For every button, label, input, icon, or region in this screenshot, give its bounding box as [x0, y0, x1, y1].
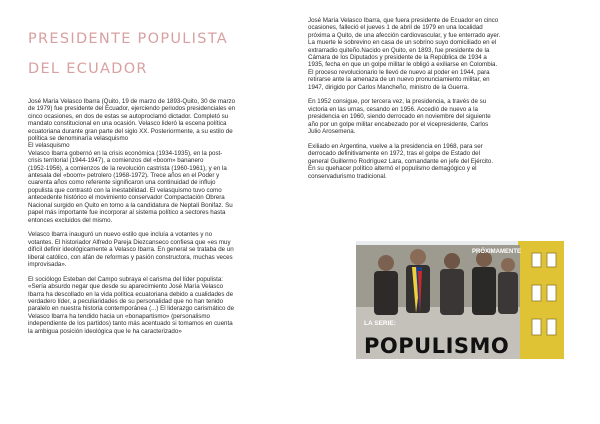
text-line: antecedente histórico el movimiento conservador Compactación Obrera: [28, 194, 225, 202]
text-line: «Sería absurdo negar que desde su aparecimiento José María Velasco: [28, 283, 224, 291]
text-line: Velasco Ibarra inauguró un nuevo estilo que incluía a votantes y no: [28, 231, 213, 239]
text-line: En su quehacer político alternó el populismo demagógico y el: [308, 165, 477, 173]
text-line: (1952-1956), a comienzos de la revolución castrista (1960-1961), y en la: [28, 164, 227, 172]
text-line: mandato constitucional en una ocasión. Velasco lideró la escena política: [28, 120, 227, 128]
text-line: conservadurismo tradicional.: [308, 172, 387, 180]
building-window: [547, 319, 556, 335]
text-line: ocasiones, falleció el jueves 1 de abril de 1979 en una localidad: [308, 24, 483, 32]
text-line: año por un golpe militar encabezado por el vicepresidente, Carlos: [308, 120, 489, 128]
text-line: liberal católico, con afán de reformas y pasión constructora, muchas veces: [28, 253, 233, 261]
building-window: [547, 253, 556, 267]
building-window: [532, 253, 541, 267]
poster-top-text: PRÓXIMAMENTE: [472, 249, 522, 255]
text-line: Julio Arosemena.: [308, 128, 356, 136]
text-line: extrarradio quiteño.Nacido en Quito, en 1893, fue presidente de la: [308, 46, 490, 54]
page-title-line-2: DEL ECUADOR: [28, 61, 148, 77]
text-line: próxima a Quito, de una afección cardiovascular, y fue enterrado ayer.: [308, 31, 501, 39]
text-line: general Guillermo Rodríguez Lara, comandante en jefe del Ejército.: [308, 157, 494, 165]
text-line: ecuatoriana durante gran parte del siglo XX. Posteriormente, a su estilo de: [28, 127, 233, 135]
text-line: La muerte le sobrevino en casa de un sobrino suyo domiciliado en el: [308, 39, 497, 47]
building-window: [532, 285, 541, 301]
text-line: populista que contrastó con la inestabilidad. El velasquismo tuvo como: [28, 186, 222, 194]
left-paragraph-2: [28, 231, 276, 268]
text-line: Nacional surgido en Quito en torno a la candidatura de Neptalí Bonifaz. Su: [28, 201, 233, 209]
text-line: El proceso revolucionario le llevó de nuevo al poder en 1944, para: [308, 68, 490, 76]
text-line: cinco ocasiones, en dos de estas se autoproclamó dictador. Completó su: [28, 112, 229, 120]
left-column: [28, 98, 276, 335]
page-title-line-1: PRESIDENTE POPULISTA: [28, 31, 228, 47]
text-line: improvisada».: [28, 260, 67, 268]
text-line: victoria en las urnas, cesando en 1956. Accedió de nuevo a la: [308, 105, 478, 113]
text-line: presidencia en 1960, siendo derrocado en noviembre del siguiente: [308, 113, 491, 121]
text-line: votantes. El historiador Alfredo Pareja Diezcanseco confiesa que «es muy: [28, 238, 231, 246]
text-line: El sociólogo Esteban del Campo subraya el carisma del líder populista:: [28, 275, 224, 283]
text-line: Velasco Ibarra gobernó en la crisis económica (1934-1935), en la post-: [28, 149, 223, 157]
text-line: derrocado definitivamente en 1972, tras el golpe de Estado del: [308, 150, 480, 158]
left-paragraph-1: [28, 98, 276, 224]
text-line: paralelo en nuestra historia contemporánea (...) El liderazgo carismático de: [28, 305, 235, 313]
text-line: Velasco Ibarra ha tendido hacia un «bonapartismo» (personalismo: [28, 312, 210, 320]
text-line: Cámara de los Diputados y presidente de la República de 1934 a: [308, 54, 487, 62]
populismo-poster-photo: [356, 241, 564, 359]
text-line: El velasquismo: [28, 142, 70, 150]
text-line: difícil definir ideológicamente a Velasco Ibarra. En general se trataba de un: [28, 246, 234, 254]
right-paragraph-3: [308, 143, 558, 180]
text-line: Ibarra ha descollado en la vida política ecuatoriana debido a cualidades de: [28, 290, 234, 298]
left-paragraph-3: [28, 276, 276, 335]
text-line: José María Velasco Ibarra, que fuera presidente de Ecuador en cinco: [308, 17, 499, 24]
building-window: [532, 319, 541, 335]
text-line: papel más importante fue incorporar al sistema político a sectores hasta: [28, 209, 226, 217]
text-line: de 1979) fue presidente del Ecuador, ejerciendo periodos presidenciales en: [28, 105, 236, 113]
right-paragraph-1: [308, 17, 558, 91]
building-window: [547, 285, 556, 301]
text-line: En 1952 consigue, por tercera vez, la presidencia, a través de su: [308, 98, 487, 106]
text-line: cuarenta años como referente significaron una continuidad de influjo: [28, 179, 216, 187]
text-line: entonces excluidos del mismo.: [28, 216, 113, 224]
poster-illustration: [356, 241, 564, 359]
poster-series-label: LA SERIE:: [364, 320, 396, 327]
text-line: crisis territorial (1944-1947), a comienzos del «boom» bananero: [28, 157, 204, 165]
text-line: antesala del «boom» petrolero (1968-1972). Trece años en el Poder y: [28, 172, 220, 180]
right-column: [308, 17, 558, 180]
text-line: independiente de los partidos) tanto más acentuado si tomamos en cuenta: [28, 320, 233, 328]
text-line: verdadero líder, a peculiaridades de su personalidad que no han tenido: [28, 297, 224, 305]
text-line: la ambigua posición ideológica que le ha caracterizado»: [28, 327, 182, 335]
text-line: retirarse ante la amenaza de un nuevo pronunciamiento militar, en: [308, 76, 490, 84]
right-paragraph-2: [308, 98, 558, 135]
text-line: 1935, fecha en que un golpe militar le obligó a exiliarse en Colombia.: [308, 61, 498, 69]
text-line: José María Velasco Ibarra (Quito, 19 de marzo de 1893-Quito, 30 de marzo: [28, 98, 236, 105]
text-line: política se denominaría velasquismo: [28, 135, 129, 143]
text-line: 1947, dirigido por Carlos Mancheño, ministro de la Guerra.: [308, 83, 469, 91]
poster-headline: POPULISMO: [364, 334, 510, 358]
text-line: Exiliado en Argentina, vuelve a la presidencia en 1968, para ser: [308, 142, 483, 150]
